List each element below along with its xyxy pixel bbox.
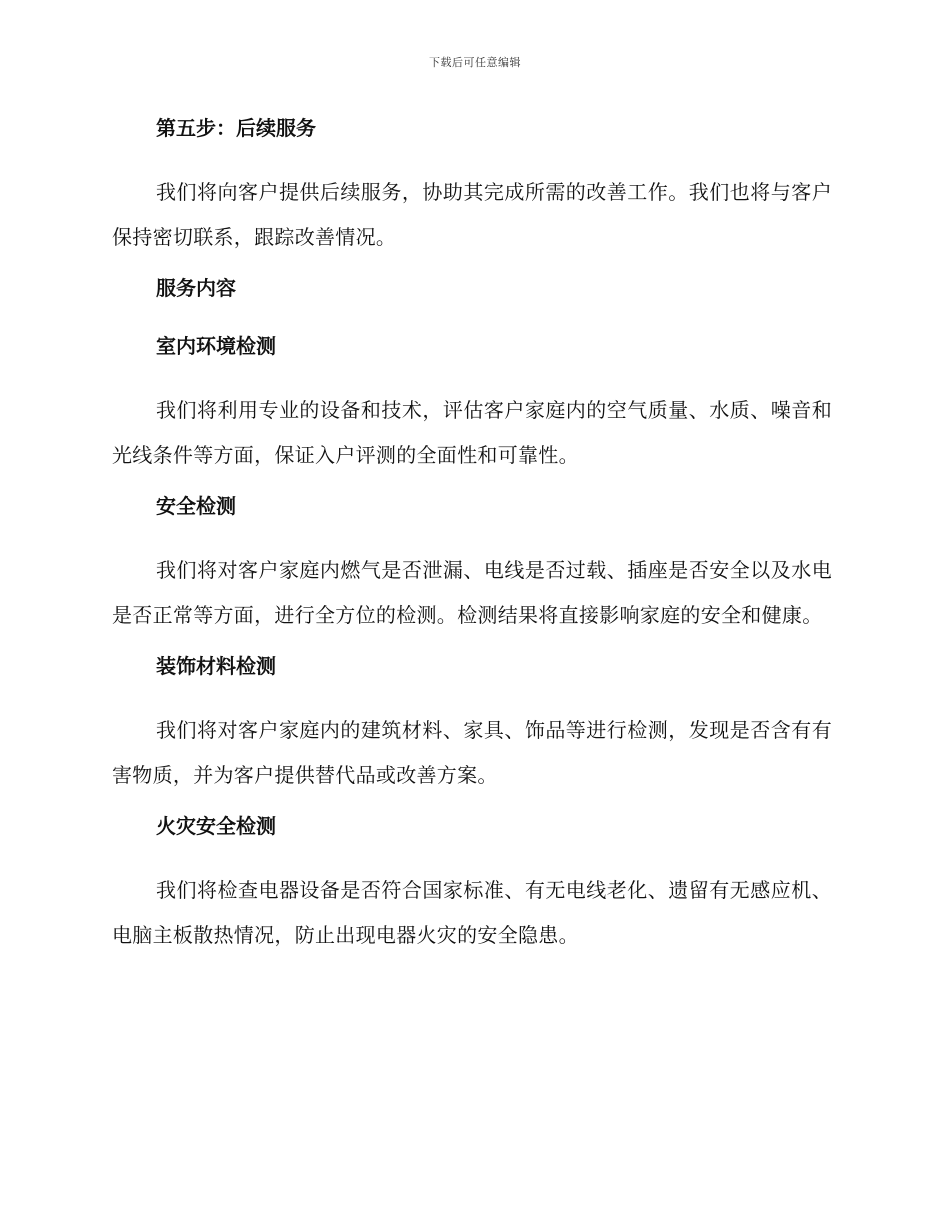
section-heading-materials: 装饰材料检测 [156,654,276,678]
paragraph-indoor-env: 我们将利用专业的设备和技术，评估客户家庭内的空气质量、水质、噪音和光线条件等方面，保证入户评测的全面性和可靠性。 [112,398,832,467]
paragraph-follow-up: 我们将向客户提供后续服务，协助其完成所需的改善工作。我们也将与客户保持密切联系，跟踪改善情况。 [112,180,832,249]
section-heading-services: 服务内容 [156,276,236,300]
document-body [112,112,832,970]
section-heading-follow-up: 第五步：后续服务 [156,116,316,140]
section-heading-safety: 安全检测 [156,494,236,518]
paragraph-materials: 我们将对客户家庭内的建筑材料、家具、饰品等进行检测，发现是否含有有害物质，并为客户提供替代品或改善方案。 [112,718,832,787]
section-heading-fire-safety: 火灾安全检测 [156,814,276,838]
page-header: 下载后可任意编辑 [429,56,521,69]
section-heading-indoor-env: 室内环境检测 [156,334,276,358]
paragraph-fire-safety: 我们将检查电器设备是否符合国家标准、有无电线老化、遗留有无感应机、电脑主板散热情况，防止出现电器火灾的安全隐患。 [112,878,832,947]
paragraph-safety: 我们将对客户家庭内燃气是否泄漏、电线是否过载、插座是否安全以及水电是否正常等方面，进行全方位的检测。检测结果将直接影响家庭的安全和健康。 [112,558,832,627]
